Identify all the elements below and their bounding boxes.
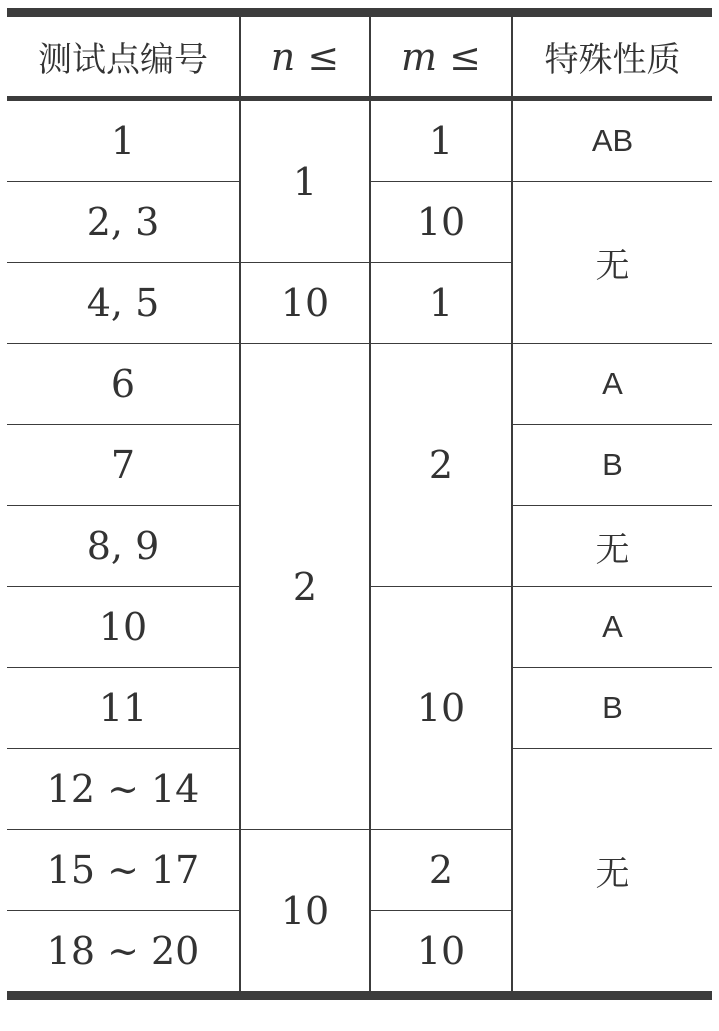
header-property: 特殊性质	[512, 13, 712, 99]
constraints-table	[7, 8, 712, 1000]
test-id-cell: 8, 9	[7, 506, 240, 587]
test-id-cell: 10	[7, 587, 240, 668]
property-cell: 无	[512, 182, 712, 344]
test-id-cell: 18 ∼ 20	[7, 911, 240, 996]
m-bound-cell: 10	[370, 587, 512, 830]
test-id-cell: 12 ∼ 14	[7, 749, 240, 830]
header-n-le: n ≤	[240, 13, 370, 99]
header-m-le: m ≤	[370, 13, 512, 99]
n-bound-cell: 10	[240, 263, 370, 344]
test-id-cell: 15 ∼ 17	[7, 830, 240, 911]
property-cell: B	[512, 668, 712, 749]
header-test-id: 测试点编号	[7, 13, 240, 99]
property-cell: 无	[512, 506, 712, 587]
test-id-cell: 6	[7, 344, 240, 425]
test-id-cell: 2, 3	[7, 182, 240, 263]
n-bound-cell: 2	[240, 344, 370, 830]
header-row	[7, 13, 712, 99]
test-id-cell: 7	[7, 425, 240, 506]
test-id-cell: 4, 5	[7, 263, 240, 344]
property-cell: B	[512, 425, 712, 506]
m-bound-cell: 10	[370, 911, 512, 996]
n-bound-cell: 10	[240, 830, 370, 996]
n-bound-cell: 1	[240, 99, 370, 263]
m-bound-cell: 2	[370, 344, 512, 587]
m-bound-cell: 1	[370, 99, 512, 182]
test-id-cell: 11	[7, 668, 240, 749]
table-row	[7, 344, 712, 425]
m-bound-cell: 2	[370, 830, 512, 911]
m-bound-cell: 1	[370, 263, 512, 344]
table-row	[7, 99, 712, 182]
property-cell: AB	[512, 99, 712, 182]
property-cell: A	[512, 344, 712, 425]
test-id-cell: 1	[7, 99, 240, 182]
m-bound-cell: 10	[370, 182, 512, 263]
property-cell: A	[512, 587, 712, 668]
property-cell: 无	[512, 749, 712, 996]
